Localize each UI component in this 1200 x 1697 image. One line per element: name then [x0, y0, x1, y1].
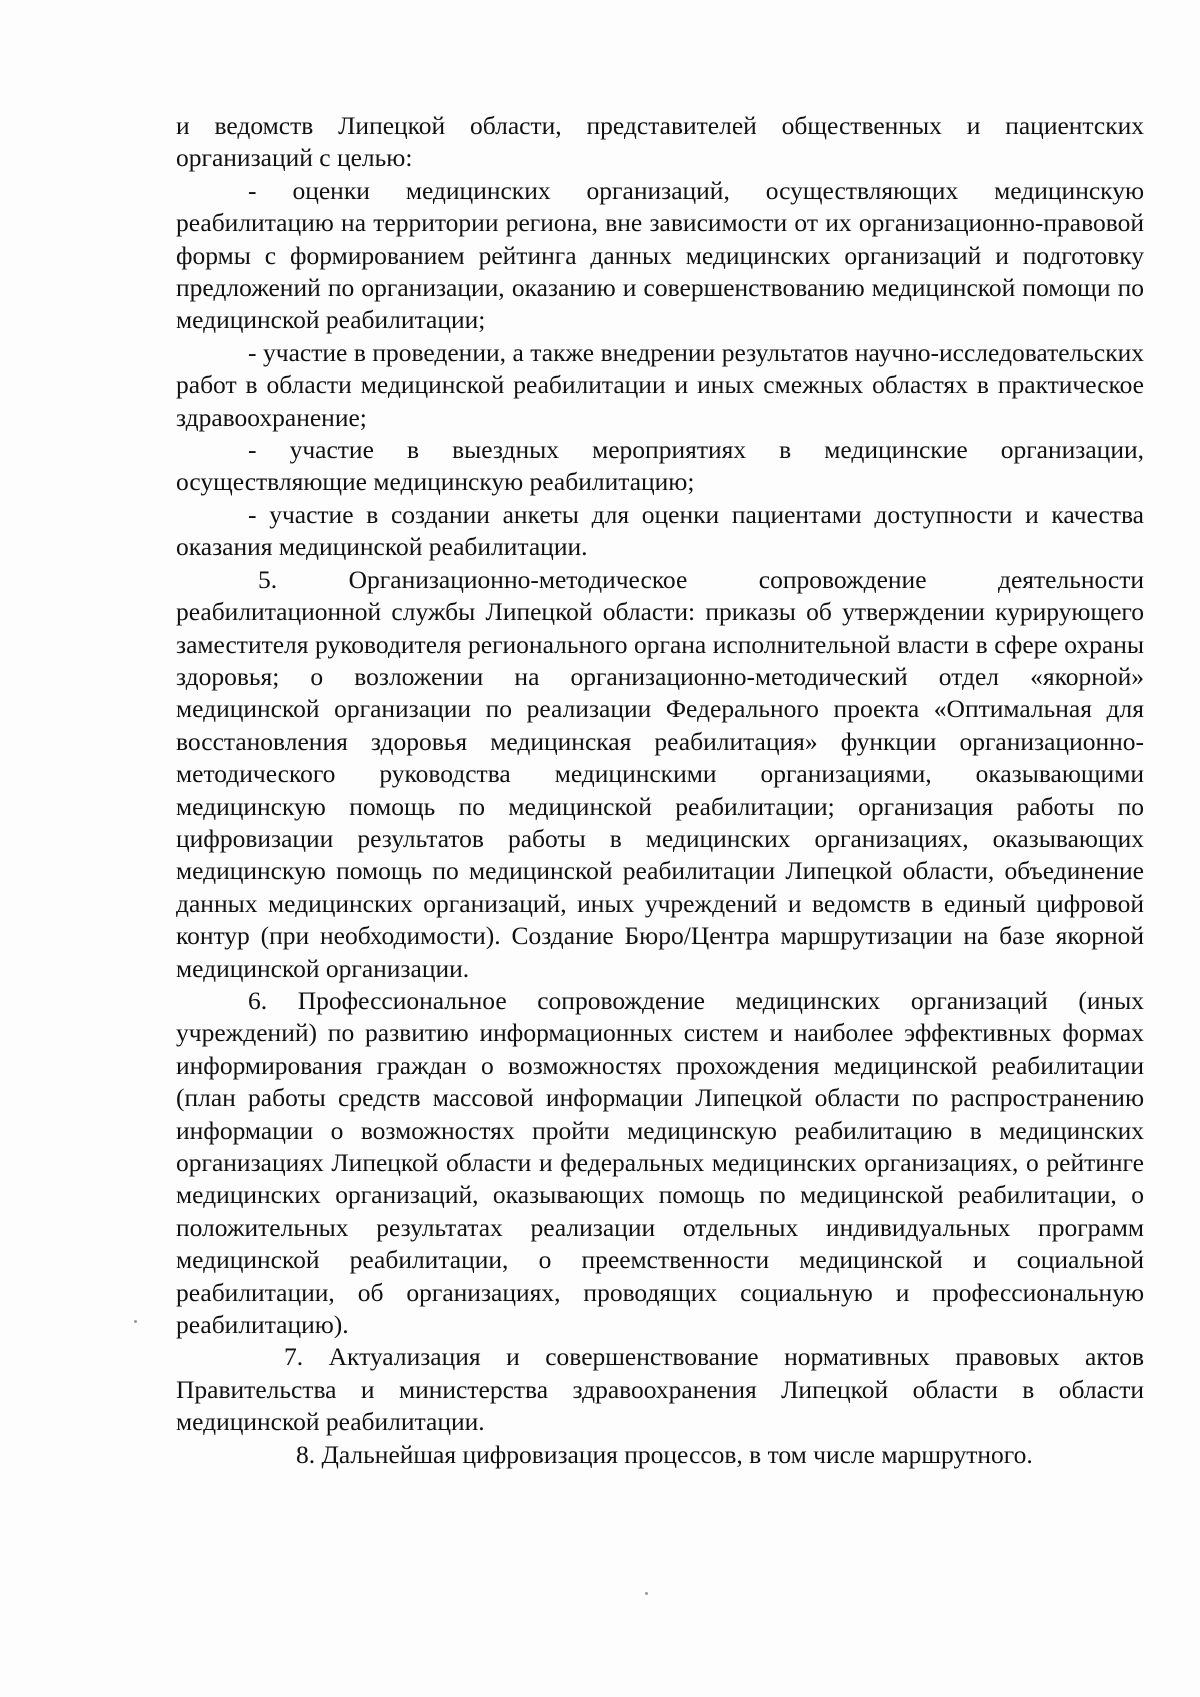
paragraph-bullet-research: - участие в проведении, а также внедрении результатов научно-исследовательских работ в области медицинской реабилитации и иных смежных областях в практическое здравоохранение; — [176, 337, 1144, 432]
paragraph-bullet-field-events: - участие в выездных мероприятиях в медицинские организации, осуществляющие медицинскую реабилитацию; — [176, 435, 1144, 497]
scan-artifact-dot — [134, 1320, 137, 1323]
paragraph-bullet-evaluation: - оценки медицинских организаций, осуществляющих медицинскую реабилитацию на территории региона, вне зависимости от их организационно-правовой формы с формированием рейтинга данных медицинских организаций и подготовку предложений по организации, оказанию и совершенствованию медицинской помощи по медицинской реабилитации; — [176, 175, 1144, 335]
paragraph-item-7: 7. Актуализация и совершенствование нормативных правовых актов Правительства и министерства здравоохранения Липецкой области в области медицинской реабилитации. — [176, 1342, 1144, 1437]
paragraph-bullet-questionnaire: - участие в создании анкеты для оценки пациентами доступности и качества оказания медицинской реабилитации. — [176, 499, 1144, 562]
scan-artifact-dot — [645, 1592, 648, 1595]
paragraph-item-6: 6. Профессиональное сопровождение медицинских организаций (иных учреждений) по развитию информационных систем и наиболее эффективных формах информирования граждан о возможностях прохождения медицинской реабилитации (план работы средств массовой информации Липецкой области по распространению информации о возможностях пройти медицинскую реабилитацию в медицинских организациях Липецкой области и федеральных медицинских организациях, о рейтинге медицинских организаций, оказывающих помощь по медицинской реабилитации, о положительных результатах реализации отдельных индивидуальных программ медицинской реабилитации, о преемственности медицинской и социальной реабилитации, об организациях, проводящих социальную и профессиональную реабилитацию). — [176, 985, 1144, 1340]
paragraph-item-8: 8. Дальнейшая цифровизация процессов, в том числе маршрутного. — [296, 1439, 1033, 1469]
document-body — [176, 110, 1144, 1471]
paragraph-item-5: 5. Организационно-методическое сопровождение деятельности реабилитационной службы Липецкой области: приказы об утверждении курирующего заместителя руководителя регионального органа исполнительной власти в сфере охраны здоровья; о возложении на организационно-методический отдел «якорной» медицинской организации по реализации Федерального проекта «Оптимальная для восстановления здоровья медицинская реабилитация» функции организационно-методического руководства медицинскими организациями, оказывающими медицинскую помощь по медицинской реабилитации; организация работы по цифровизации результатов работы в медицинских организациях, оказывающих медицинскую помощь по медицинской реабилитации Липецкой области, объединение данных медицинских организаций, иных учреждений и ведомств в единый цифровой контур (при необходимости). Создание Бюро/Центра маршрутизации на базе якорной медицинской организации. — [176, 564, 1144, 983]
paragraph-intro-continuation: и ведомств Липецкой области, представителей общественных и пациентских организаций с целью: — [176, 111, 1144, 173]
